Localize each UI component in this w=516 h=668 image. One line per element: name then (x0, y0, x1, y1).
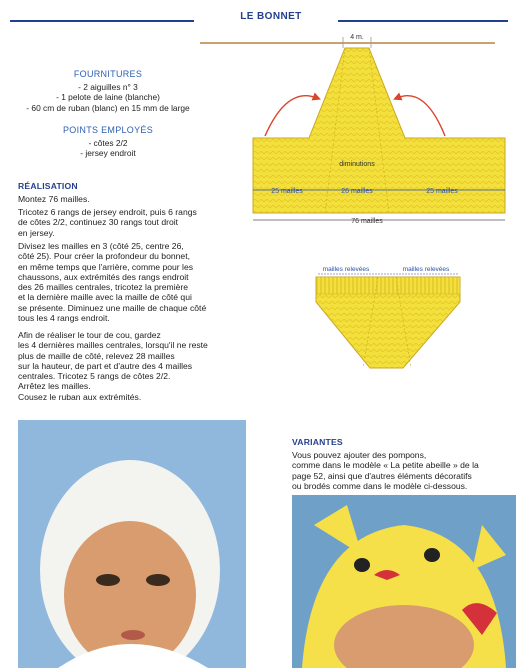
mailles-relevees-right: mailles relevées (402, 266, 450, 273)
total-mailles-label: 76 mailles (351, 218, 383, 225)
middle-mailles-label: 26 mailles (341, 188, 373, 195)
points-item: - côtes 2/2 (88, 138, 128, 148)
header-rule-left (10, 20, 194, 22)
bonnet-pattern-diagram (195, 28, 515, 228)
points-list (20, 138, 196, 159)
header-rule-right (338, 20, 508, 22)
fournitures-list (10, 82, 206, 113)
fournitures-item: - 2 aiguilles n° 3 (78, 82, 138, 92)
photo-white-bonnet (18, 420, 246, 668)
photo-yellow-bonnet (292, 495, 516, 668)
left-mailles-label: 25 mailles (271, 188, 303, 195)
realisation-paragraph: Divisez les mailles en 3 (côté 25, centre 26, côté 25). Pour créer la profondeur du bonnet, en même temps que l'arrière, comme pour les chaussons, aux extrémités des rangs endroit des 26 mailles centrales, tricotez la première et la dernière maille avec la maille de côté qui se présente. Diminuez une maille de chaque côté tous les 4 rangs endroit. (18, 241, 207, 324)
page-title: LE BONNET (240, 11, 302, 22)
fournitures-item: - 1 pelote de laine (blanche) (56, 92, 160, 103)
fournitures-heading: FOURNITURES (73, 69, 143, 79)
points-heading: POINTS EMPLOYÉS (62, 125, 154, 135)
realisation-paragraph: Montez 76 mailles. (18, 194, 90, 204)
realisation-heading: RÉALISATION (18, 181, 78, 191)
fold-arrow-left (265, 96, 317, 136)
ribbed-band (316, 277, 460, 294)
right-mailles-label: 25 mailles (426, 188, 458, 195)
fold-arrow-right (397, 96, 445, 136)
realisation-paragraph: Tricotez 6 rangs de jersey endroit, puis 6 rangs de côtes 2/2, continuez 30 rangs tout droit en jersey. (18, 207, 197, 238)
variantes-heading: VARIANTES (292, 437, 343, 447)
fournitures-item: - 60 cm de ruban (blanc) en 15 mm de large (26, 102, 190, 113)
mailles-relevees-left: mailles relevées (322, 266, 370, 273)
points-item: - jersey endroit (80, 148, 136, 159)
top-width-label: 4 m. (350, 34, 364, 41)
variantes-text: Vous pouvez ajouter des pompons, comme dans le modèle « La petite abeille » de la page 52, ainsi que d'autres éléments décoratifs ou brodés comme dans le modèle ci-dessous. (292, 450, 479, 491)
neckband-diagram (308, 262, 468, 374)
realisation-paragraph: Afin de réaliser le tour de cou, gardez les 4 dernières mailles centrales, lorsqu'il ne reste plus de maille de côté, relevez 28 mailles sur la hauteur, de part et d'autre des 4 mailles centrales. Tricotez 5 rangs de côtes 2/2. Arrêtez les mailles. Cousez le ruban aux extrémités. (18, 330, 208, 402)
diminutions-label: diminutions (339, 161, 375, 168)
